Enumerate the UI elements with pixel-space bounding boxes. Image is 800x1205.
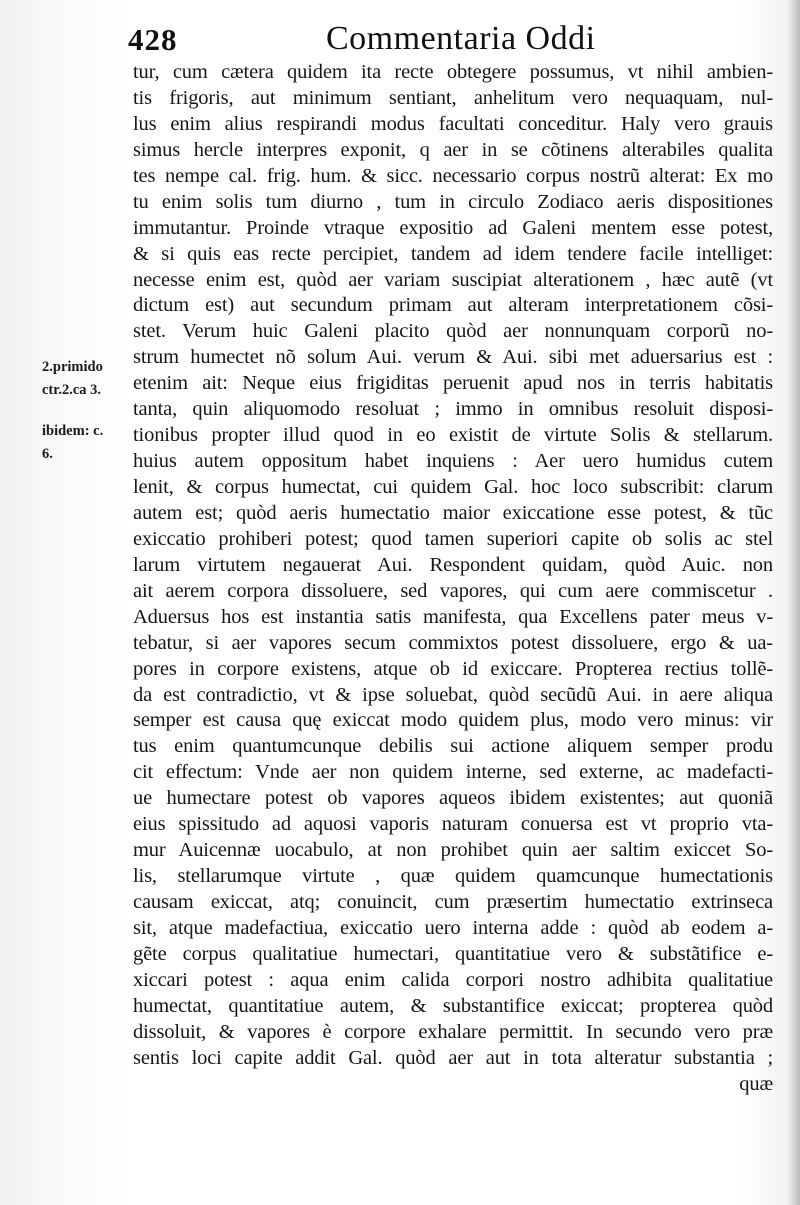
text-line: quæ bbox=[739, 1072, 773, 1095]
text-line: humectat, quantitatiue autem, & substantifice exiccat; propterea quòd bbox=[133, 994, 773, 1017]
text-line: tionibus propter illud quod in eo existit de virtute Solis & stellarum. bbox=[133, 424, 773, 447]
text-line: mur Auicennæ uocabulo, at non prohibet quin aer saltim exiccet So- bbox=[133, 839, 773, 862]
text-line: gẽte corpus qualitatiue humectari, quantitatiue vero & substãtifice e- bbox=[133, 942, 773, 965]
text-line: lis, stellarumque virtute , quæ quidem quamcunque humectationis bbox=[133, 865, 773, 888]
text-line: exiccatio prohiberi potest; quod tamen superiori capite ob solis ac stel bbox=[133, 527, 773, 550]
text-line: tanta, quin aliquomodo resoluat ; immo in omnibus resoluit disposi- bbox=[133, 398, 773, 421]
body-text bbox=[133, 60, 773, 1098]
page-edge-shadow bbox=[786, 0, 800, 1205]
margin-note: ibidem: c. bbox=[42, 423, 104, 439]
text-line: dissoluit, & vapores è corpore exhalare permittit. In secundo vero præ bbox=[133, 1020, 773, 1043]
text-line: dictum est) aut secundum primam aut alteram interpretationem cõsi- bbox=[133, 294, 773, 317]
text-line: xiccari potest : aqua enim calida corpori nostro adhibita qualitatiue bbox=[133, 968, 773, 991]
text-line: immutantur. Proinde vtraque expositio ad Galeni mentem esse potest, bbox=[133, 216, 773, 239]
text-line: ait aerem corpora dissoluere, sed vapores, qui cum aere commiscetur . bbox=[133, 579, 773, 602]
margin-notes bbox=[42, 356, 134, 466]
text-line: tis frigoris, aut minimum sentiant, anhelitum vero nequaquam, nul- bbox=[133, 86, 773, 109]
text-line: tu enim solis tum diurno , tum in circulo Zodiaco aeris dispositiones bbox=[133, 190, 773, 213]
text-line: & si quis eas recte percipiet, tandem ad idem tendere facile intelliget: bbox=[133, 242, 773, 265]
text-line: simus hercle interpres exponit, q aer in se cõtinens alterabiles qualita bbox=[133, 138, 773, 161]
text-line: huius autem oppositum habet inquiens : Aer uero humidus cutem bbox=[133, 450, 773, 473]
margin-note-gap bbox=[42, 402, 134, 420]
text-line: etenim ait: Neque eius frigiditas peruenit apud nos in terris habitatis bbox=[133, 372, 773, 395]
text-line: sit, atque madefactiua, exiccatio uero interna adde : quòd ab eodem a- bbox=[133, 916, 773, 939]
text-line: cit effectum: Vnde aer non quidem interne, sed externe, ac madefacti- bbox=[133, 761, 773, 784]
text-line: semper est causa quę exiccat modo quidem plus, modo vero minus: vir bbox=[133, 709, 773, 732]
text-line: pores in corpore existens, atque ob id exiccare. Propterea rectius tollẽ- bbox=[133, 657, 773, 680]
text-line: da est contradictio, vt & ipse soluebat, quòd secũdũ Aui. in aere aliqua bbox=[133, 683, 773, 706]
text-line: autem est; quòd aeris humectatio maior exiccatione esse potest, & tũc bbox=[133, 501, 773, 524]
text-line: stet. Verum huic Galeni placito quòd aer nonnunquam corporũ no- bbox=[133, 320, 773, 343]
margin-note: ctr.2.ca 3. bbox=[42, 382, 102, 398]
text-line: causam exiccat, atq; conuincit, cum præsertim humectatio extrinseca bbox=[133, 891, 773, 913]
page-number: 428 bbox=[128, 22, 178, 57]
margin-note: 2.primido bbox=[42, 359, 103, 375]
text-line: larum virtutem negauerat Aui. Respondent quidam, quòd Auic. non bbox=[133, 553, 773, 576]
running-head: Commentaria Oddi bbox=[326, 20, 596, 57]
text-line: tur, cum cætera quidem ita recte obtegere possumus, vt nihil ambien- bbox=[133, 61, 773, 83]
text-line: Aduersus hos est instantia satis manifesta, qua Excellens pater meus v- bbox=[133, 605, 773, 628]
text-line: lus enim alius respirandi modus facultati conceditur. Haly vero grauis bbox=[133, 112, 773, 135]
margin-note: 6. bbox=[42, 446, 53, 462]
text-line: strum humectet nõ solum Aui. verum & Aui. sibi met aduersarius est : bbox=[133, 346, 773, 369]
text-line: tebatur, si aer vapores secum commixtos potest dissoluere, ergo & ua- bbox=[133, 631, 773, 654]
text-line: necesse enim est, quòd aer variam suscipiat alterationem , hæc autẽ (vt bbox=[133, 268, 773, 291]
text-line: tes nempe cal. frig. hum. & sicc. necessario corpus nostrũ alterat: Ex mo bbox=[133, 164, 773, 187]
text-line: sentis loci capite addit Gal. quòd aer aut in tota alteratur substantia ; bbox=[133, 1046, 773, 1069]
text-line: eius spissitudo ad aquosi vaporis naturam conuersa est vt proprio vta- bbox=[133, 813, 773, 836]
text-line: ue humectare potest ob vapores aqueos ibidem existentes; aut quoniã bbox=[133, 787, 773, 810]
page-header bbox=[0, 18, 800, 58]
text-line: tus enim quantumcunque debilis sui actione aliquem semper produ bbox=[133, 735, 773, 758]
text-line: lenit, & corpus humectat, cui quidem Gal. hoc loco subscribit: clarum bbox=[133, 476, 773, 498]
